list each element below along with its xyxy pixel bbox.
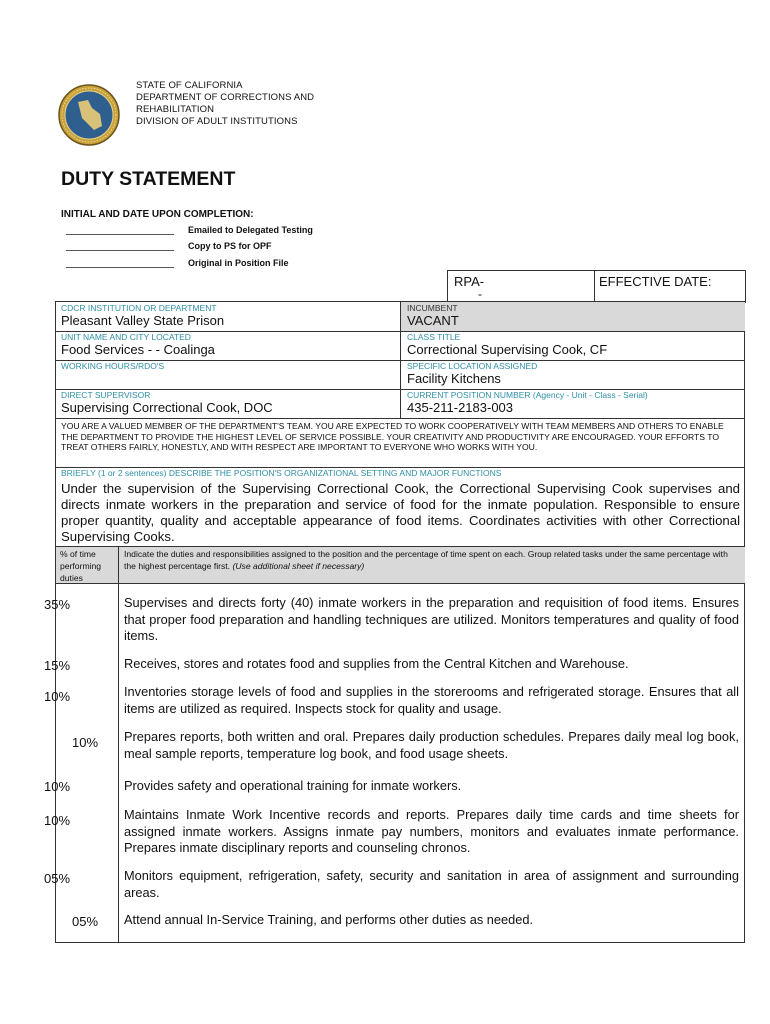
duties-header: [56, 546, 745, 584]
completion-item-label: Original in Position File: [188, 258, 289, 268]
incumbent-label: INCUMBENT: [407, 303, 458, 313]
completion-item[interactable]: [66, 241, 272, 251]
page-title: DUTY STATEMENT: [61, 168, 236, 190]
duty-percent: 15%: [44, 658, 71, 673]
completion-heading: INITIAL AND DATE UPON COMPLETION:: [61, 209, 254, 220]
cdcr-seal-logo: [58, 84, 120, 146]
duty-text: Inventories storage levels of food and supplies in the storerooms and refrigerated storage. Ensures that all items are utilized as required. Inspects stock for quality and usage.: [124, 684, 739, 716]
incumbent-value[interactable]: VACANT: [407, 313, 459, 328]
position-summary[interactable]: Under the supervision of the Supervising Correctional Cook, the Correctional Supervising Cook supervises and directs inmate workers in the preparation and service of food for the inmate population. Responsible to ensure proper quantity, quality and acceptable appearance of food items. Coordinates activities with other Correctional Supervising Cooks.: [61, 481, 740, 544]
position-number-label: CURRENT POSITION NUMBER (Agency - Unit - Class - Serial): [407, 390, 648, 400]
unit-label: UNIT NAME AND CITY LOCATED: [61, 332, 191, 342]
agency-header: [136, 80, 314, 128]
summary-label: BRIEFLY (1 or 2 sentences) DESCRIBE THE POSITION'S ORGANIZATIONAL SETTING AND MAJOR FUNCTIONS: [61, 468, 502, 478]
duty-percent: 10%: [44, 689, 71, 704]
initial-line[interactable]: [66, 258, 174, 268]
completion-item[interactable]: [66, 258, 289, 268]
duty-text: Provides safety and operational training for inmate workers.: [124, 778, 462, 793]
duties-instructions-note: (Use additional sheet if necessary): [232, 561, 365, 571]
duty-percent: 35%: [44, 597, 71, 612]
pct-time-label: % of time performing duties: [60, 549, 102, 583]
location-value[interactable]: Facility Kitchens: [407, 371, 501, 386]
class-title-value[interactable]: Correctional Supervising Cook, CF: [407, 342, 608, 357]
institution-label: CDCR INSTITUTION OR DEPARTMENT: [61, 303, 217, 313]
rpa-label: RPA-: [454, 274, 485, 289]
effective-date-label: EFFECTIVE DATE:: [599, 274, 712, 289]
completion-item-label: Emailed to Delegated Testing: [188, 225, 313, 235]
duty-text: Supervises and directs forty (40) inmate workers in the preparation and requisition of food items. Ensures that proper food preparation and handling techniques are utilized. Monitors temperatures and quality of food items.: [124, 595, 739, 643]
duty-percent: 10%: [44, 779, 71, 794]
location-label: SPECIFIC LOCATION ASSIGNED: [407, 361, 538, 371]
initial-line[interactable]: [66, 241, 174, 251]
supervisor-value[interactable]: Supervising Correctional Cook, DOC: [61, 400, 273, 415]
agency-line: DEPARTMENT OF CORRECTIONS AND: [136, 92, 315, 103]
duty-text: Receives, stores and rotates food and supplies from the Central Kitchen and Warehouse.: [124, 656, 629, 671]
duty-text: Attend annual In-Service Training, and performs other duties as needed.: [124, 912, 534, 927]
position-number-value[interactable]: 435-211-2183-003: [407, 400, 514, 415]
completion-item-label: Copy to PS for OPF: [188, 241, 272, 251]
column-divider: [118, 584, 119, 942]
institution-value[interactable]: Pleasant Valley State Prison: [61, 313, 225, 328]
column-divider: [118, 547, 119, 584]
duty-percent: 05%: [44, 871, 71, 886]
unit-value[interactable]: Food Services - - Coalinga: [61, 342, 215, 357]
rpa-box: [447, 270, 595, 303]
row-divider: [56, 418, 745, 419]
initial-line[interactable]: [66, 225, 174, 235]
working-hours-label: WORKING HOURS/RDO'S: [61, 361, 165, 371]
effective-date-box: [593, 270, 746, 303]
duty-percent: 05%: [72, 914, 99, 929]
duty-percent: 10%: [44, 813, 71, 828]
duties-instructions-text: Indicate the duties and responsibilities assigned to the position and the percentage of time spent on each. Group related tasks under the same percentage with the highest percentage first.: [124, 549, 728, 571]
duty-text: Prepares reports, both written and oral. Prepares daily production schedules. Prepares daily meal log book, meal sample reports, temperature log book, and food usage sheets.: [124, 729, 739, 761]
duty-text: Maintains Inmate Work Incentive records and reports. Prepares daily time cards and time sheets for assigned inmate workers. Assigns inmate pay numbers, monitors and evaluates inmate performance. Prepares inmate disciplinary reports and counseling chronos.: [124, 807, 739, 855]
agency-line: STATE OF CALIFORNIA: [136, 80, 243, 91]
rpa-dash: -: [478, 287, 482, 301]
duty-text: Monitors equipment, refrigeration, safety, security and sanitation in area of assignment and surrounding areas.: [124, 868, 739, 900]
team-notice: YOU ARE A VALUED MEMBER OF THE DEPARTMENT'S TEAM. YOU ARE EXPECTED TO WORK COOPERATIVELY WITH TEAM MEMBERS AND OTHERS TO ENABLE THE DEPARTMENT TO PROVIDE THE HIGHEST LEVEL OF SERVICE POSSIBLE. YOUR CREATIVITY AND PRODUCTIVITY ARE ENCOURAGED. YOUR EFFORTS TO TREAT OTHERS FAIRLY, HONESTLY, AND WITH RESPECT ARE IMPORTANT TO EVERYONE WHO WORKS WITH YOU.: [61, 421, 724, 453]
class-title-label: CLASS TITLE: [407, 332, 461, 342]
duty-percent: 10%: [72, 735, 99, 750]
agency-line: REHABILITATION: [136, 104, 215, 115]
supervisor-label: DIRECT SUPERVISOR: [61, 390, 151, 400]
agency-line: DIVISION OF ADULT INSTITUTIONS: [136, 116, 298, 127]
completion-item[interactable]: [66, 225, 313, 235]
duties-instructions: [124, 548, 739, 572]
